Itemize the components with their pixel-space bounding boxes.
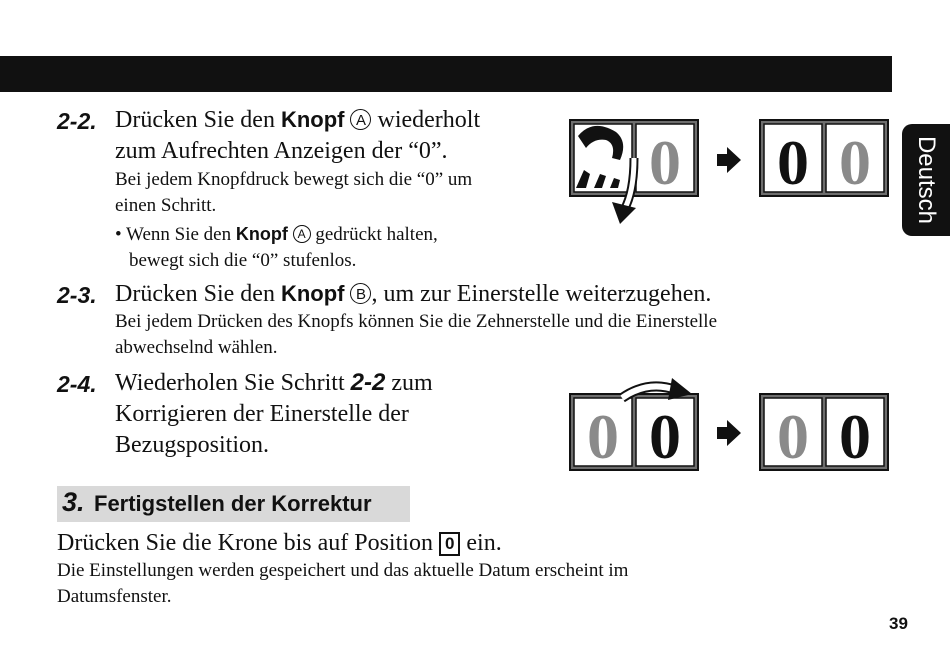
bullet-text: bewegt sich die “0” stufenlos. — [129, 250, 357, 271]
arrow-right-icon — [715, 145, 743, 175]
step-number: 2-2. — [57, 108, 97, 134]
step-description-text: einen Schritt. — [115, 195, 217, 216]
step-bullet — [115, 221, 555, 274]
arrow-right-icon — [715, 418, 743, 448]
figure-tens-rotating — [568, 118, 708, 228]
figure-units-upright — [758, 392, 893, 474]
section-lead-text: ein. — [460, 530, 502, 556]
figure-digit: 0 — [839, 401, 871, 472]
button-b-icon: B — [350, 283, 371, 304]
button-word: Knopf — [280, 107, 345, 132]
step-lead-text: , um zur Einerstelle weiterzugehen. — [371, 281, 712, 307]
step-lead-text: Drücken Sie den — [115, 107, 281, 133]
bullet-text: • Wenn Sie den — [115, 224, 236, 245]
figure-digit: 0 — [777, 127, 809, 198]
button-word: Knopf — [235, 224, 288, 244]
section-description-text: Datumsfenster. — [57, 586, 172, 607]
step-lead-text: zum — [385, 370, 433, 396]
section-heading — [57, 486, 410, 522]
language-tab-label: Deutsch — [913, 135, 940, 225]
step-reference: 2-2 — [350, 369, 386, 396]
page-number: 39 — [889, 614, 908, 633]
step-lead-text: Wiederholen Sie Schritt — [115, 370, 351, 396]
figure-digit: 0 — [777, 401, 809, 472]
button-a-icon: A — [293, 225, 311, 243]
step-description-text: Bei jedem Knopfdruck bewegt sich die “0” um — [115, 169, 473, 190]
section-description — [57, 558, 837, 610]
figure-digit: 0 — [649, 127, 681, 198]
crown-position-box: 0 — [439, 532, 460, 556]
step-lead — [115, 367, 535, 461]
step-description — [115, 309, 875, 361]
section-title: Fertigstellen der Korrektur — [94, 491, 372, 516]
step-description-text: Bei jedem Drücken des Knopfs können Sie die Zehnerstelle und die Einerstelle — [115, 311, 718, 332]
section-number: 3. — [62, 487, 85, 517]
step-lead-text: Korrigieren der Einerstelle der — [115, 401, 409, 427]
step-lead-text: zum Aufrechten Anzeigen der “0”. — [115, 138, 448, 164]
button-a-icon: A — [350, 109, 371, 130]
step-lead-text: wiederholt — [371, 107, 481, 133]
section-lead — [57, 528, 757, 559]
language-tab — [902, 124, 950, 236]
figure-digit: 0 — [649, 401, 681, 472]
bullet-text: gedrückt halten, — [310, 224, 438, 245]
step-number: 2-4. — [57, 371, 97, 397]
step-lead — [115, 104, 555, 167]
step-lead — [115, 278, 855, 310]
header-bar — [0, 56, 892, 92]
figure-units-rotating — [568, 372, 708, 474]
button-word: Knopf — [280, 281, 345, 306]
step-number: 2-3. — [57, 282, 97, 308]
step-description-text: abwechselnd wählen. — [115, 337, 278, 358]
figure-digit: 0 — [839, 127, 871, 198]
section-lead-text: Drücken Sie die Krone bis auf Position — [57, 530, 439, 556]
step-description — [115, 167, 555, 219]
step-lead-text: Drücken Sie den — [115, 281, 281, 307]
section-description-text: Die Einstellungen werden gespeichert und das aktuelle Datum erscheint im — [57, 560, 629, 581]
figure-digit: 0 — [587, 401, 619, 472]
figure-tens-upright — [758, 118, 893, 200]
step-lead-text: Bezugsposition. — [115, 432, 269, 458]
